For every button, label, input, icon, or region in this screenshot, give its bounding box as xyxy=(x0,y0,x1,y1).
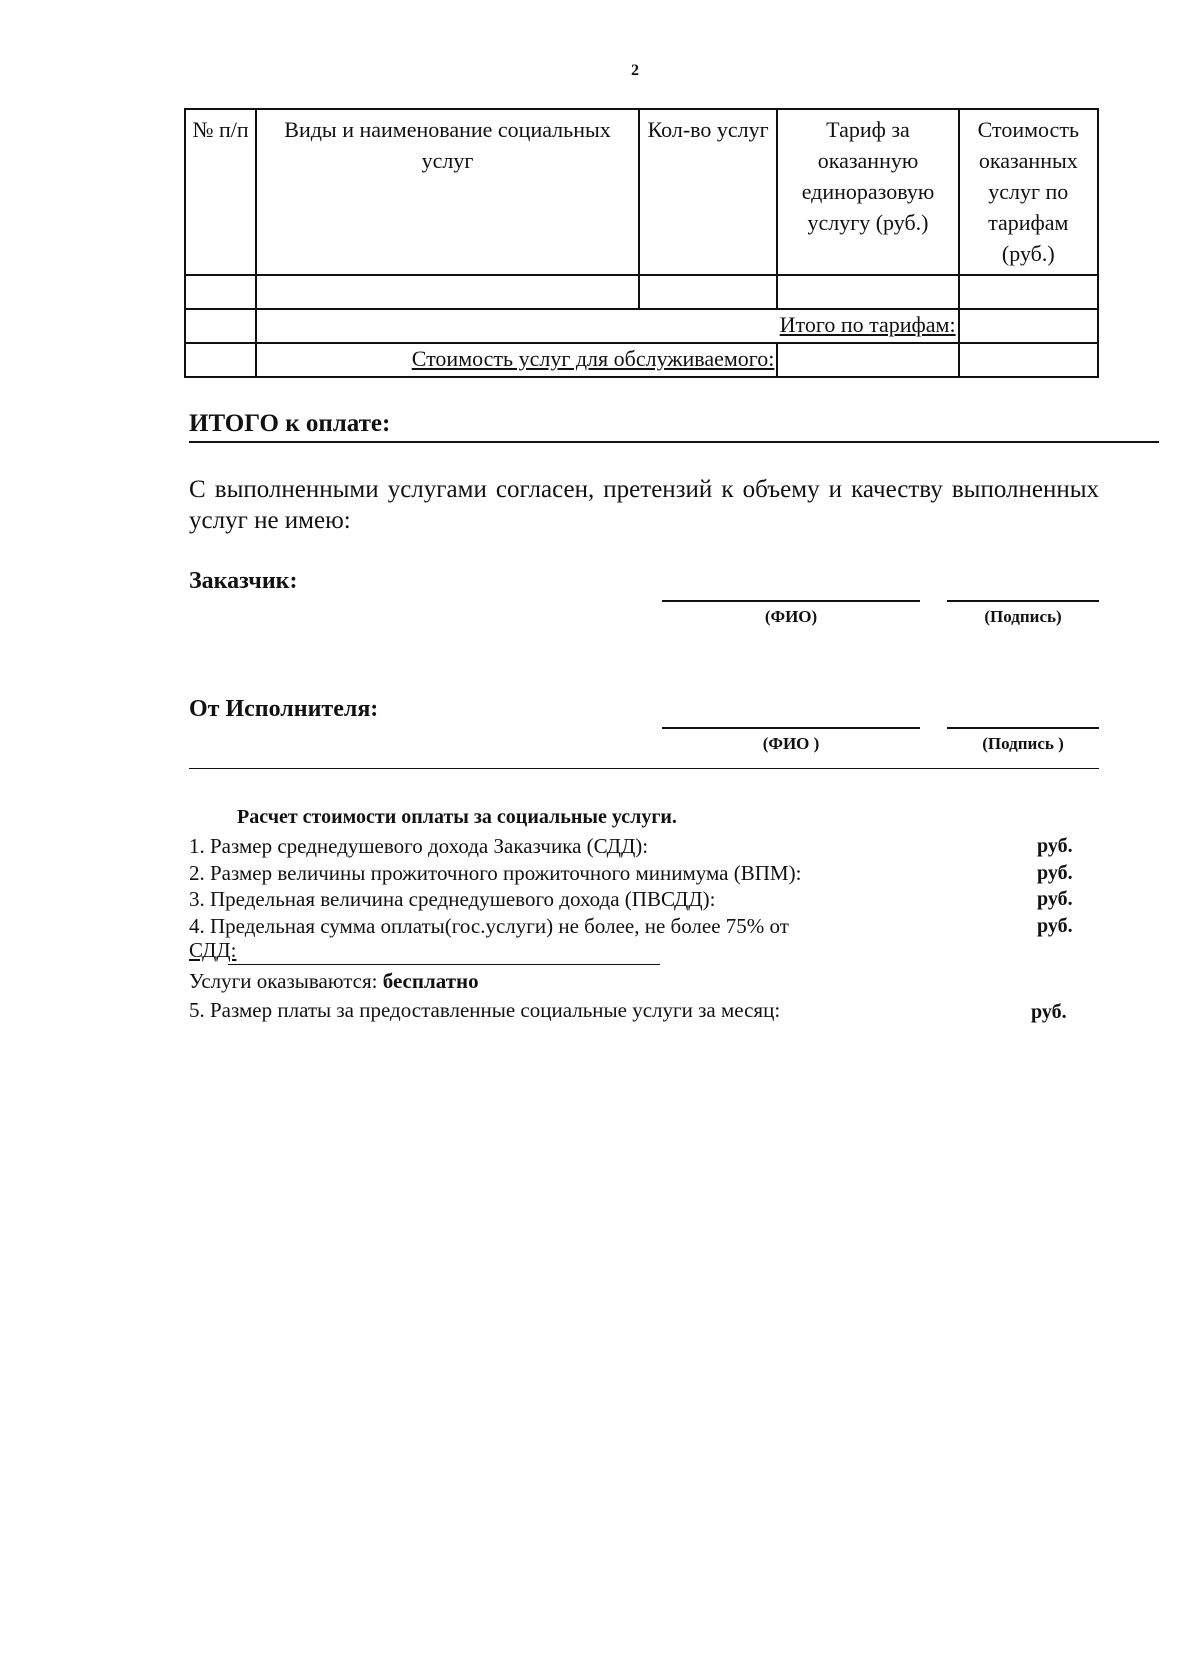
separator-line xyxy=(189,768,1099,769)
executor-fio-caption: (ФИО ) xyxy=(762,734,820,753)
table-cell xyxy=(185,275,256,309)
client-cost-value xyxy=(959,343,1098,377)
header-service-name: Виды и наименование социальных услуг xyxy=(256,109,639,275)
client-cost-row xyxy=(185,343,1098,377)
calc-item-4-currency: руб. xyxy=(1037,915,1073,937)
table-row xyxy=(185,275,1098,309)
table-cell xyxy=(639,275,778,309)
calc-item-1-currency: руб. xyxy=(1037,835,1073,857)
page-number: 2 xyxy=(631,62,639,79)
calc-item-3-currency: руб. xyxy=(1037,888,1073,910)
customer-label: Заказчик: xyxy=(189,568,298,594)
calc-item-5: 5. Размер платы за предоставленные социальные услуги за месяц: xyxy=(189,998,781,1022)
calc-item-4: 4. Предельная сумма оплаты(гос.услуги) не более, не более 75% от xyxy=(189,914,789,938)
header-quantity: Кол-во услуг xyxy=(639,109,778,275)
calc-item-2: 2. Размер величины прожиточного прожиточного минимума (ВПМ): xyxy=(189,861,802,885)
table-cell xyxy=(185,309,256,343)
services-table xyxy=(184,108,1099,378)
table-cell xyxy=(777,275,958,309)
header-tariff: Тариф за оказанную единоразовую услугу (руб.) xyxy=(777,109,958,275)
client-cost-tariff xyxy=(777,343,958,377)
customer-signature-line xyxy=(947,600,1099,602)
total-tariff-value xyxy=(959,309,1098,343)
calc-item-3: 3. Предельная величина среднедушевого дохода (ПВСДД): xyxy=(189,887,716,911)
customer-signature-caption: (Подпись) xyxy=(984,607,1062,626)
sdd-value-line xyxy=(228,964,660,965)
services-provided-label: Услуги оказываются: xyxy=(189,969,378,993)
table-cell xyxy=(256,275,639,309)
total-tariff-row xyxy=(185,309,1098,343)
calculation-title: Расчет стоимости оплаты за социальные услуги. xyxy=(237,806,677,828)
agreement-text: С выполненными услугами согласен, претензий к объему и качеству выполненных услуг не имею: xyxy=(189,476,1099,534)
table-cell xyxy=(959,275,1098,309)
total-tariff-label: Итого по тарифам: xyxy=(256,309,958,343)
total-payment-label: ИТОГО к оплате: xyxy=(189,410,391,437)
calc-item-1: 1. Размер среднедушевого дохода Заказчика (СДД): xyxy=(189,834,649,858)
executor-signature-line xyxy=(947,727,1099,729)
table-header-row xyxy=(185,109,1098,275)
calc-item-4-continuation: СДД: xyxy=(189,938,237,962)
total-payment-line xyxy=(189,441,1159,443)
calc-item-5-currency: руб. xyxy=(1031,1001,1067,1023)
executor-signature-caption: (Подпись ) xyxy=(982,734,1064,753)
table-cell xyxy=(185,343,256,377)
header-number: № п/п xyxy=(185,109,256,275)
customer-fio-line xyxy=(662,600,920,602)
customer-fio-caption: (ФИО) xyxy=(764,607,818,626)
services-provided-value: бесплатно xyxy=(382,969,479,993)
services-provided-row xyxy=(189,969,479,994)
calc-item-2-currency: руб. xyxy=(1037,862,1073,884)
executor-fio-line xyxy=(662,727,920,729)
executor-label: От Исполнителя: xyxy=(189,696,379,722)
client-cost-label: Стоимость услуг для обслуживаемого: xyxy=(256,343,777,377)
header-cost: Стоимость оказанных услуг по тарифам (руб.) xyxy=(959,109,1098,275)
